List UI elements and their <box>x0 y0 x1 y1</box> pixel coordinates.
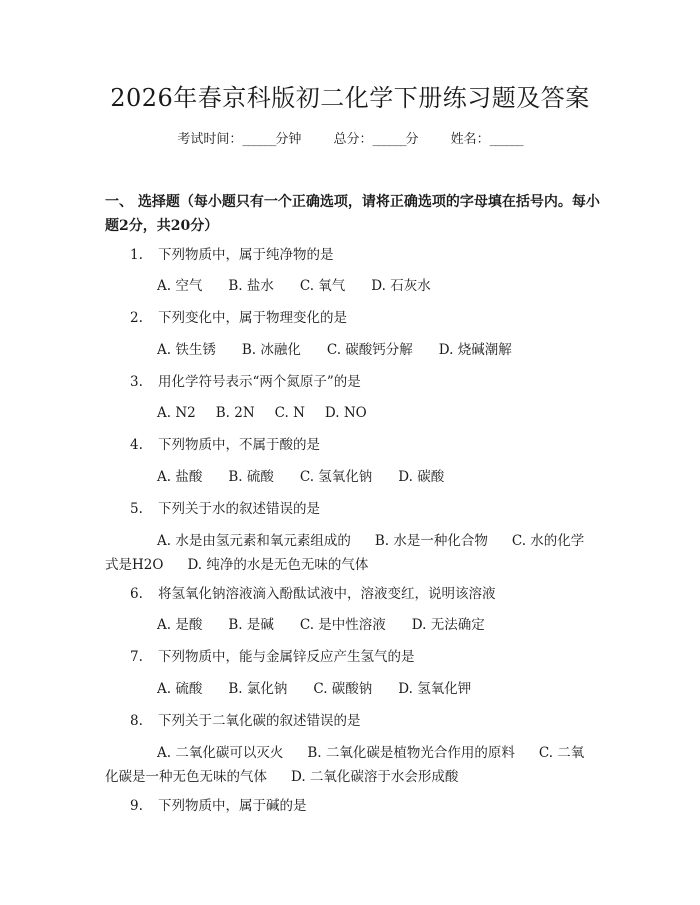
option-c: C. 是中性溶液 <box>299 617 386 633</box>
option-c: C. 氢氧化钠 <box>299 469 373 485</box>
question-text: 下列物质中，不属于酸的是 <box>158 437 320 453</box>
option-c: C. 二氧化碳是一种无色无味的气体 <box>105 745 585 785</box>
option-d: D. 碳酸 <box>398 469 445 485</box>
option-b: B. 二氧化碳是植物光合作用的原料 <box>307 745 515 761</box>
question-text: 用化学符号表示“两个氮原子”的是 <box>158 374 361 390</box>
question-4 <box>130 434 610 456</box>
option-b: B. 2N <box>215 405 255 421</box>
question-number: 3. <box>130 374 143 390</box>
question-number: 7. <box>130 649 143 665</box>
question-2-options <box>157 339 607 361</box>
question-text: 将氢氧化钠溶液滴入酚酞试液中，溶液变红，说明该溶液 <box>158 586 496 602</box>
exam-time <box>177 132 301 147</box>
question-7-options <box>157 678 607 700</box>
question-2 <box>130 307 610 329</box>
option-b: B. 是碱 <box>228 617 274 633</box>
name-label: 姓名： <box>450 132 490 147</box>
question-7 <box>130 646 610 668</box>
option-d: D. 纯净的水是无色无味的气体 <box>187 557 369 573</box>
option-a: A. N2 <box>157 405 196 421</box>
question-5 <box>130 498 610 520</box>
option-b: B. 氯化钠 <box>228 681 288 697</box>
question-5-options <box>105 529 595 577</box>
option-a: A. 水是由氢元素和氧元素组成的 <box>157 533 351 549</box>
option-d: D. 二氧化碳溶于水会形成酸 <box>291 769 459 785</box>
option-b: B. 盐水 <box>228 278 274 294</box>
time-unit: 分钟 <box>275 132 302 147</box>
score-unit: 分 <box>405 132 419 147</box>
question-number: 1. <box>130 247 143 263</box>
option-c: C. 水的化学式是H2O <box>105 533 585 573</box>
question-text: 下列物质中，属于碱的是 <box>158 798 307 814</box>
option-a: A. 是酸 <box>157 617 203 633</box>
question-number: 2. <box>130 310 143 326</box>
page-title: 2026年春京科版初二化学下册练习题及答案 <box>110 84 590 112</box>
question-number: 5. <box>130 501 143 517</box>
question-text: 下列关于二氧化碳的叙述错误的是 <box>158 713 361 729</box>
time-label: 考试时间： <box>177 132 243 147</box>
option-b: B. 水是一种化合物 <box>374 533 488 549</box>
option-c: C. 碳酸钠 <box>313 681 373 697</box>
option-d: D. 烧碱潮解 <box>438 342 512 358</box>
student-name <box>451 132 523 147</box>
option-a: A. 盐酸 <box>157 469 203 485</box>
question-3-options <box>157 402 607 424</box>
question-number: 8. <box>130 713 143 729</box>
question-4-options <box>157 466 607 488</box>
question-text: 下列关于水的叙述错误的是 <box>158 501 320 517</box>
option-a: A. 空气 <box>157 278 203 294</box>
score-blank: ______ <box>372 132 406 147</box>
section-heading: 一、 选择题（每小题只有一个正确选项，请将正确选项的字母填在括号内。每小题2分，共20分） <box>105 194 600 234</box>
option-c: C. 碳酸钙分解 <box>326 342 413 358</box>
question-9 <box>130 795 610 817</box>
question-text: 下列变化中，属于物理变化的是 <box>158 310 347 326</box>
question-8 <box>130 710 610 732</box>
question-text: 下列物质中，属于纯净物的是 <box>158 247 334 263</box>
question-1 <box>130 244 610 266</box>
option-a: A. 硫酸 <box>157 681 203 697</box>
exam-meta <box>0 130 700 150</box>
option-b: B. 硫酸 <box>228 469 274 485</box>
question-8-options <box>105 741 595 789</box>
option-d: D. 氢氧化钾 <box>398 681 472 697</box>
question-number: 4. <box>130 437 143 453</box>
question-text: 下列物质中，能与金属锌反应产生氢气的是 <box>158 649 415 665</box>
question-3 <box>130 371 610 393</box>
option-a: A. 铁生锈 <box>157 342 216 358</box>
question-6 <box>130 583 610 605</box>
option-c: C. 氧气 <box>299 278 346 294</box>
option-d: D. 石灰水 <box>371 278 431 294</box>
option-c: C. N <box>274 405 305 421</box>
question-6-options <box>157 614 607 636</box>
option-d: D. NO <box>324 405 367 421</box>
option-b: B. 冰融化 <box>241 342 301 358</box>
option-a: A. 二氧化碳可以灭火 <box>157 745 284 761</box>
option-d: D. 无法确定 <box>411 617 485 633</box>
name-blank: ______ <box>489 132 523 147</box>
total-score <box>333 132 418 147</box>
question-1-options <box>157 275 607 297</box>
question-number: 9. <box>130 798 143 814</box>
score-label: 总分： <box>333 132 373 147</box>
question-number: 6. <box>130 586 143 602</box>
time-blank: ______ <box>242 132 276 147</box>
